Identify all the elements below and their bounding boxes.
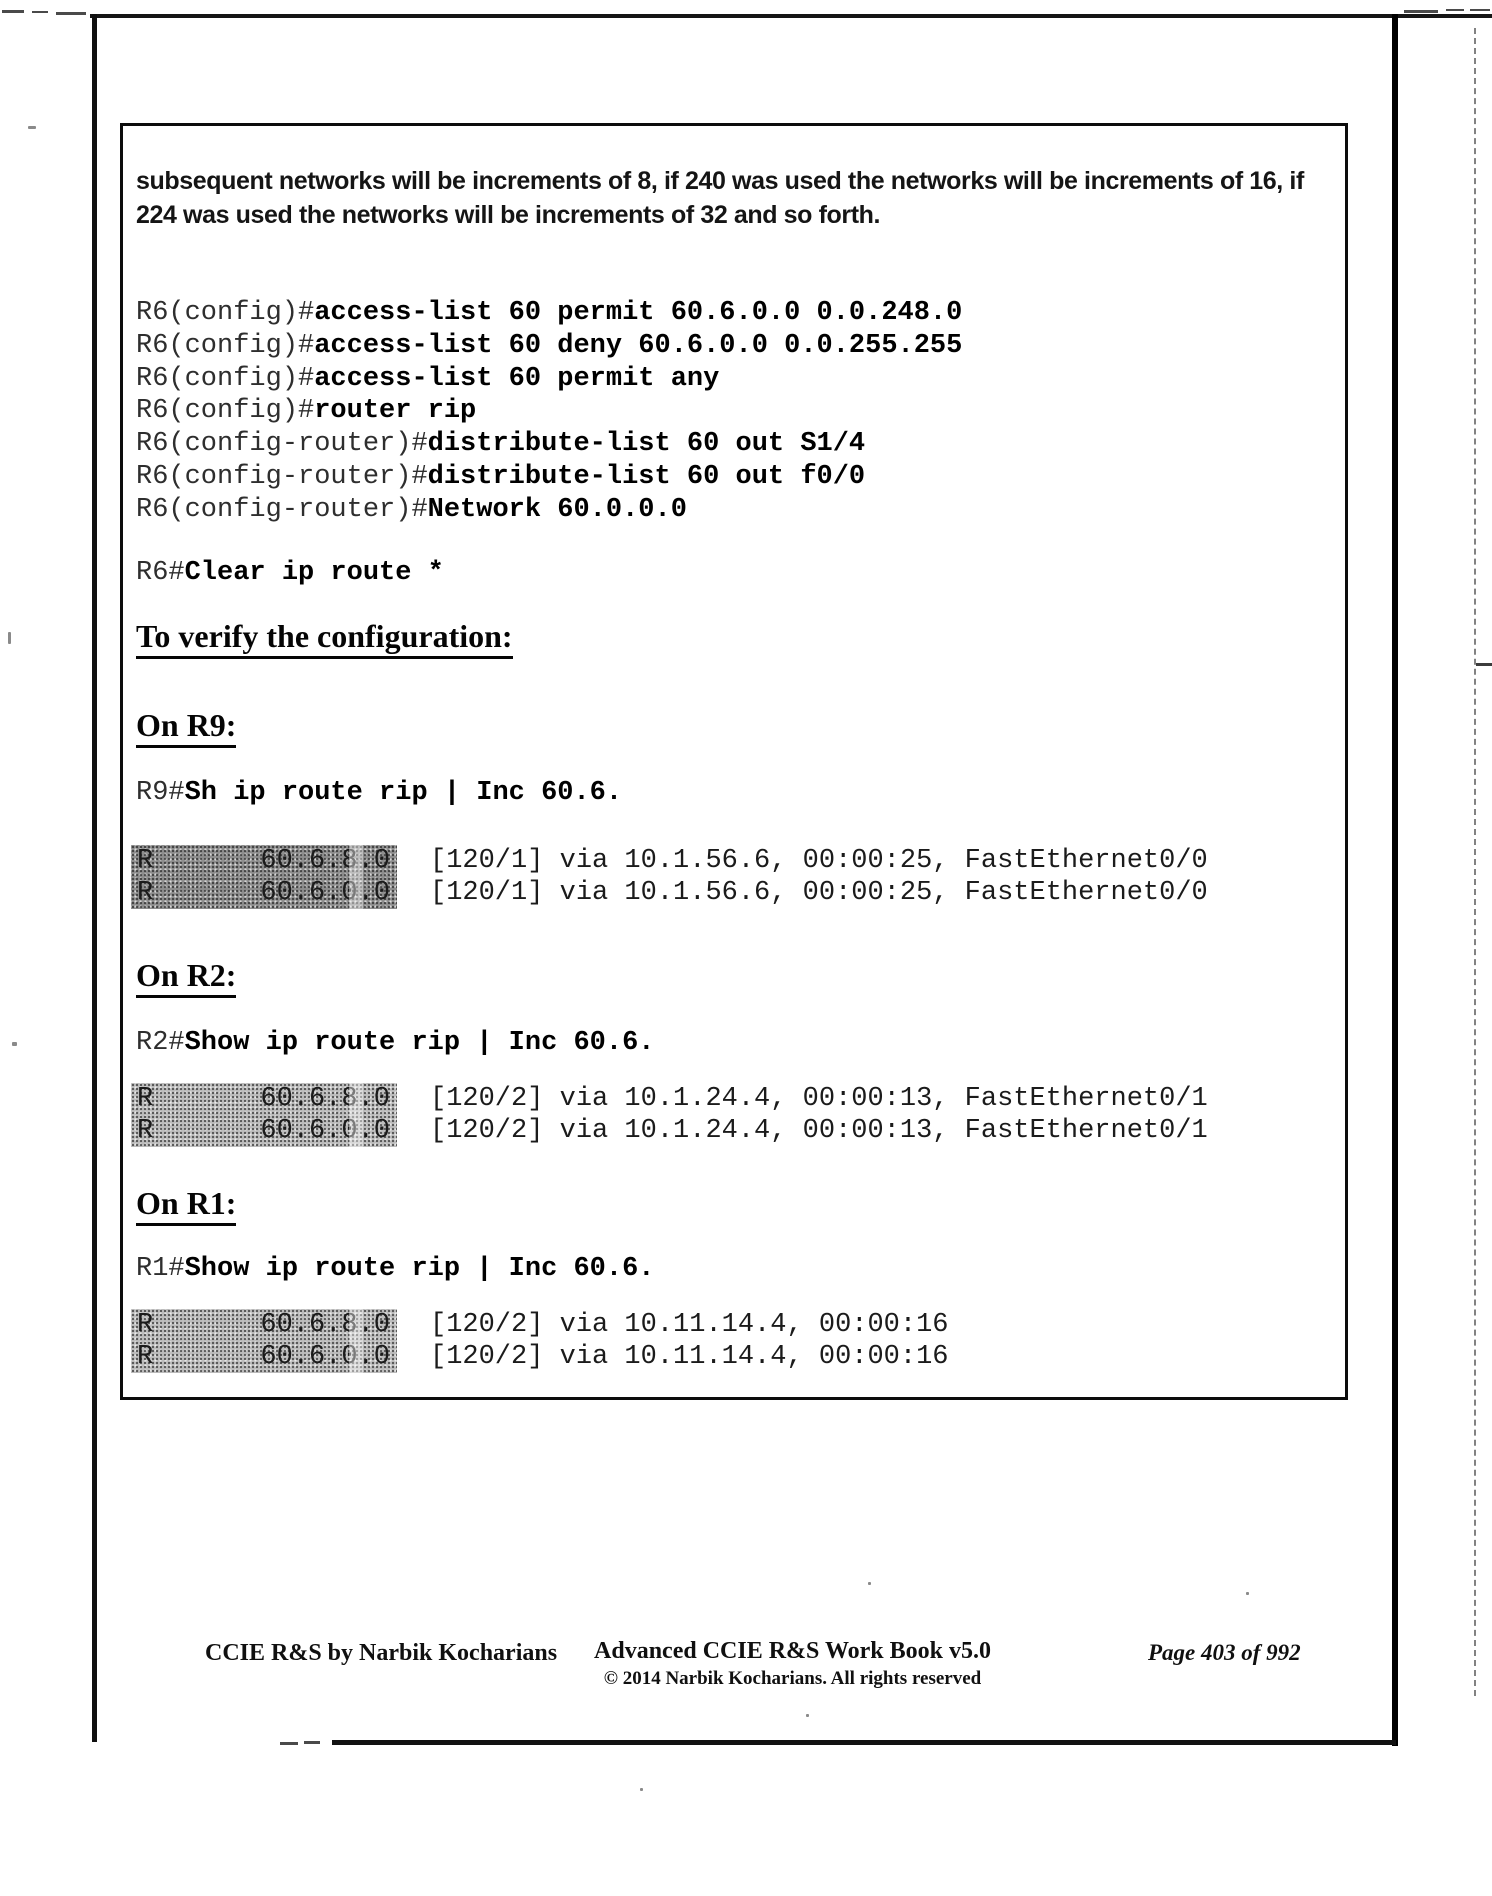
config-line	[136, 461, 865, 494]
section-heading-r9: On R9:	[136, 707, 236, 748]
route-detail: [120/1] via 10.1.56.6, 00:00:25, FastEthernet0/0	[430, 878, 1208, 908]
cli-command: access-list 60 permit any	[314, 364, 720, 394]
route-output-r9	[131, 845, 1208, 909]
scan-speck	[28, 126, 36, 129]
cli-command: Sh ip route rip | Inc 60.6.	[184, 778, 623, 808]
cli-prompt: R6(config)#	[136, 331, 315, 361]
cli-command: access-list 60 permit 60.6.0.0 0.0.248.0	[314, 298, 963, 328]
route-row	[131, 1083, 1208, 1115]
route-row	[131, 1115, 1208, 1147]
footer-author: CCIE R&S by Narbik Kocharians	[205, 1640, 558, 1666]
route-detail: [120/2] via 10.11.14.4, 00:00:16	[430, 1342, 949, 1372]
route-flag: R	[137, 1116, 154, 1146]
route-network: 60.6.8.0	[260, 1084, 390, 1114]
config-line	[136, 395, 865, 428]
scan-speck	[806, 1714, 809, 1717]
page-frame-left	[92, 14, 97, 1742]
cli-prompt: R6#	[136, 558, 185, 588]
config-line	[136, 330, 962, 363]
cli-command: Clear ip route *	[184, 558, 444, 588]
scan-dash-bottom-1	[280, 1742, 298, 1745]
route-highlight	[131, 877, 397, 909]
clear-ip-route-line	[136, 557, 444, 590]
config-line	[136, 363, 962, 396]
route-flag: R	[137, 1310, 154, 1340]
scan-speck	[868, 1582, 871, 1585]
route-detail: [120/1] via 10.1.56.6, 00:00:25, FastEthernet0/0	[430, 846, 1208, 876]
route-detail: [120/2] via 10.1.24.4, 00:00:13, FastEthernet0/1	[430, 1116, 1208, 1146]
scan-speck	[640, 1788, 643, 1791]
footer-book-title	[520, 1638, 1065, 1690]
cli-prompt: R6(config)#	[136, 396, 315, 426]
section-command-r9	[136, 777, 622, 810]
route-network: 60.6.0.0	[260, 1116, 390, 1146]
config-line	[136, 297, 962, 330]
scan-speck	[1246, 1592, 1249, 1595]
scan-dash-top-4	[1404, 10, 1438, 13]
cli-prompt: R6(config)#	[136, 298, 315, 328]
route-output-r2	[131, 1083, 1208, 1147]
route-highlight	[131, 1115, 397, 1147]
cli-command: Network 60.0.0.0	[427, 495, 687, 525]
cli-prompt: R9#	[136, 778, 185, 808]
footer-page-number: Page 403 of 992	[1148, 1640, 1301, 1665]
cli-command: Show ip route rip | Inc 60.6.	[184, 1028, 655, 1058]
section-command-r2	[136, 1027, 655, 1060]
config-block-router-rip	[136, 395, 865, 527]
route-network: 60.6.0.0	[260, 878, 390, 908]
route-flag: R	[137, 846, 154, 876]
config-line	[136, 557, 444, 590]
scan-dash-top-2	[32, 11, 48, 13]
config-line	[136, 494, 865, 527]
cli-command: access-list 60 deny 60.6.0.0 0.0.255.255	[314, 331, 963, 361]
route-highlight	[131, 845, 397, 877]
config-line	[136, 1027, 655, 1060]
cli-command: Show ip route rip | Inc 60.6.	[184, 1254, 655, 1284]
config-line	[136, 1253, 655, 1286]
scan-dash-top-6	[1470, 9, 1490, 11]
route-highlight	[131, 1083, 397, 1115]
route-row	[131, 1309, 948, 1341]
intro-paragraph	[136, 164, 1304, 232]
intro-paragraph-line2: 224 was used the networks will be increments of 32 and so forth.	[136, 201, 881, 229]
route-network: 60.6.0.0	[260, 1342, 390, 1372]
cli-prompt: R6(config-router)#	[136, 462, 428, 492]
config-block-access-list	[136, 297, 962, 396]
section-command-r1	[136, 1253, 655, 1286]
verify-heading: To verify the configuration:	[136, 618, 513, 659]
route-flag: R	[137, 878, 154, 908]
page-frame-right	[1392, 14, 1398, 1746]
config-line	[136, 777, 622, 810]
scan-dash-top-3	[56, 12, 86, 15]
page-frame-bottom	[332, 1740, 1396, 1745]
cli-prompt: R2#	[136, 1028, 185, 1058]
route-highlight	[131, 1341, 397, 1373]
cli-prompt: R6(config-router)#	[136, 429, 428, 459]
scan-speck	[12, 1042, 17, 1046]
route-detail: [120/2] via 10.11.14.4, 00:00:16	[430, 1310, 949, 1340]
content-box	[120, 123, 1348, 1400]
cli-command: distribute-list 60 out S1/4	[427, 429, 866, 459]
route-row	[131, 845, 1208, 877]
section-heading-r2: On R2:	[136, 957, 236, 998]
scan-dash-bottom-2	[304, 1741, 320, 1744]
cli-command: distribute-list 60 out f0/0	[427, 462, 866, 492]
scan-dashed-right-line	[1474, 28, 1476, 1696]
page-frame-top	[90, 14, 1492, 18]
route-highlight	[131, 1309, 397, 1341]
route-output-r1	[131, 1309, 948, 1373]
route-row	[131, 877, 1208, 909]
route-network: 60.6.8.0	[260, 1310, 390, 1340]
footer-book-title-line: Advanced CCIE R&S Work Book v5.0	[594, 1638, 991, 1664]
scan-speck	[8, 632, 11, 644]
footer-copyright: © 2014 Narbik Kocharians. All rights reserved	[603, 1668, 982, 1689]
cli-prompt: R6(config-router)#	[136, 495, 428, 525]
intro-paragraph-line1: subsequent networks will be increments of 8, if 240 was used the networks will be increments of 16, if	[136, 167, 1304, 195]
config-line	[136, 428, 865, 461]
cli-prompt: R6(config)#	[136, 364, 315, 394]
route-flag: R	[137, 1342, 154, 1372]
cli-command: router rip	[314, 396, 477, 426]
cli-prompt: R1#	[136, 1254, 185, 1284]
scan-dash-top-1	[2, 10, 24, 13]
scan-dash-top-5	[1446, 9, 1464, 11]
route-row	[131, 1341, 948, 1373]
route-network: 60.6.8.0	[260, 846, 390, 876]
route-flag: R	[137, 1084, 154, 1114]
section-heading-r1: On R1:	[136, 1185, 236, 1226]
route-detail: [120/2] via 10.1.24.4, 00:00:13, FastEthernet0/1	[430, 1084, 1208, 1114]
scan-right-tick	[1476, 663, 1492, 666]
